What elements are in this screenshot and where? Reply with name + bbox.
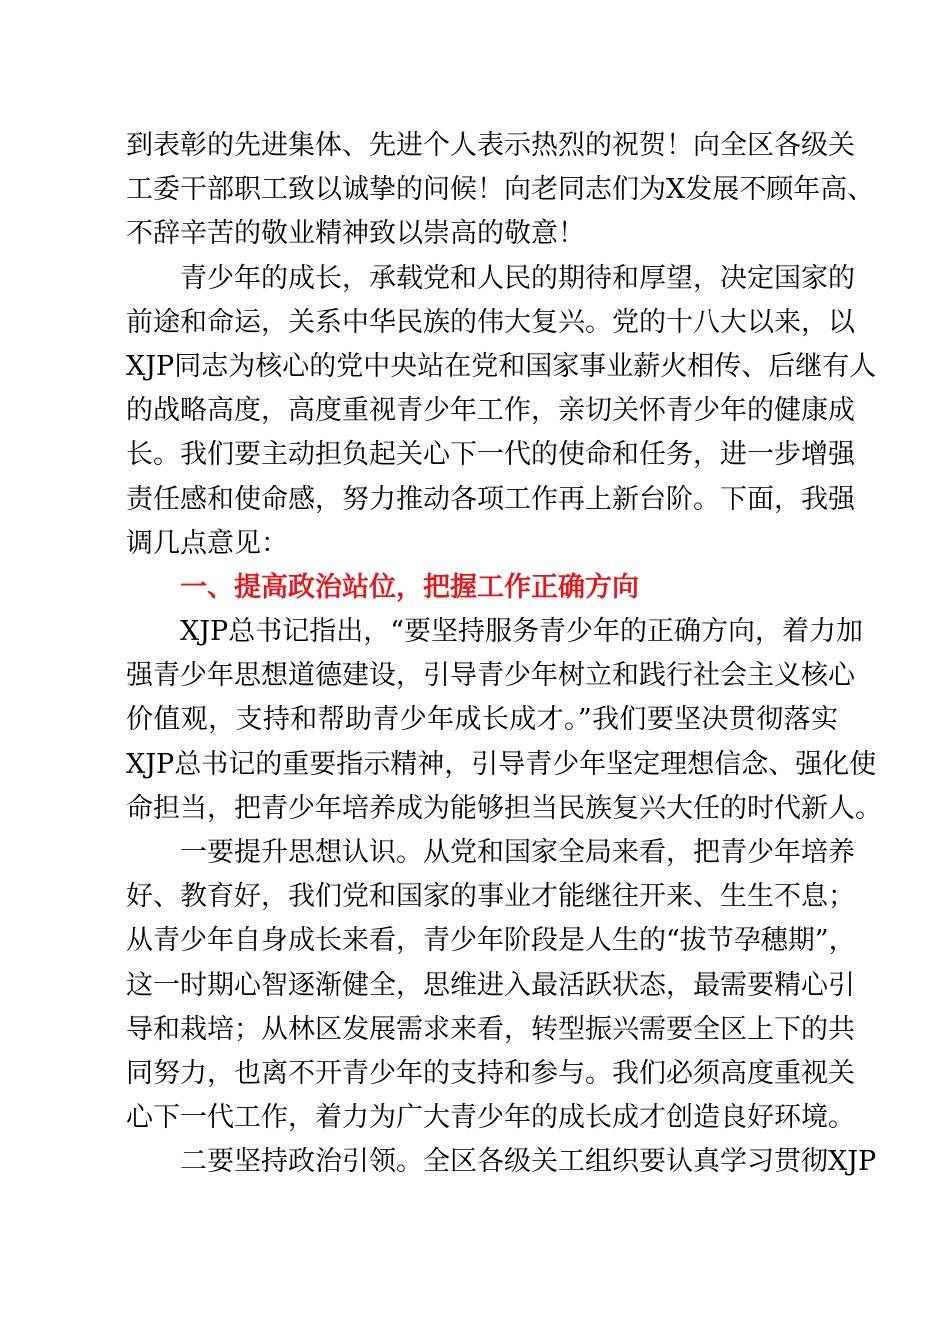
paragraph-line: 青少年的成长，承载党和人民的期待和厚望，决定国家的 (180, 262, 855, 294)
paragraph-line: 心下一代工作，着力为广大青少年的成长成才创造良好环境。 (126, 1102, 855, 1134)
paragraph-line: 责任感和使命感，努力推动各项工作再上新台阶。下面，我强 (126, 483, 855, 515)
paragraph-line: 前途和命运，关系中华民族的伟大复兴。党的十八大以来，以 (126, 306, 855, 338)
paragraph-line: 导和栽培；从林区发展需求来看，转型振兴需要全区上下的共 (126, 1013, 855, 1045)
paragraph-line: 的战略高度，高度重视青少年工作，亲切关怀青少年的健康成 (126, 395, 855, 427)
paragraph-line: 价值观，支持和帮助青少年成长成才。”我们要坚决贯彻落实 (126, 704, 838, 736)
paragraph-line: 调几点意见： (126, 527, 288, 559)
paragraph-line: XJP总书记指出，“要坚持服务青少年的正确方向，着力加 (180, 616, 864, 648)
paragraph-line: 到表彰的先进集体、先进个人表示热烈的祝贺！向全区各级关 (126, 130, 855, 161)
paragraph-line: 从青少年自身成长来看，青少年阶段是人生的“拔节孕穗期”， (126, 925, 856, 957)
paragraph-line: 二要坚持政治引领。全区各级关工组织要认真学习贯彻XJP (180, 1146, 877, 1178)
paragraph-line: 强青少年思想道德建设，引导青少年树立和践行社会主义核心 (126, 660, 855, 692)
paragraph-line: 不辞辛苦的敬业精神致以崇高的敬意！ (126, 218, 585, 250)
paragraph-line: XJP同志为核心的党中央站在党和国家事业薪火相传、后继有人 (126, 350, 877, 382)
paragraph-line: 工委干部职工致以诚挚的问候！向老同志们为X发展不顾年高、 (126, 174, 875, 206)
document-body (126, 124, 882, 1185)
paragraph-line: 好、教育好，我们党和国家的事业才能继往开来、生生不息； (126, 881, 855, 913)
section-heading: 一、提高政治站位，把握工作正确方向 (180, 571, 639, 603)
paragraph-line: 命担当，把青少年培养成为能够担当民族复兴大任的时代新人。 (126, 792, 882, 824)
paragraph-line: 同努力，也离不开青少年的支持和参与。我们必须高度重视关 (126, 1057, 855, 1089)
paragraph-line: XJP总书记的重要指示精神，引导青少年坚定理想信念、强化使 (126, 748, 877, 780)
paragraph-line: 长。我们要主动担负起关心下一代的使命和任务，进一步增强 (126, 439, 855, 471)
paragraph-line: 一要提升思想认识。从党和国家全局来看，把青少年培养 (180, 837, 855, 868)
paragraph-line: 这一时期心智逐渐健全，思维进入最活跃状态，最需要精心引 (126, 969, 855, 1001)
